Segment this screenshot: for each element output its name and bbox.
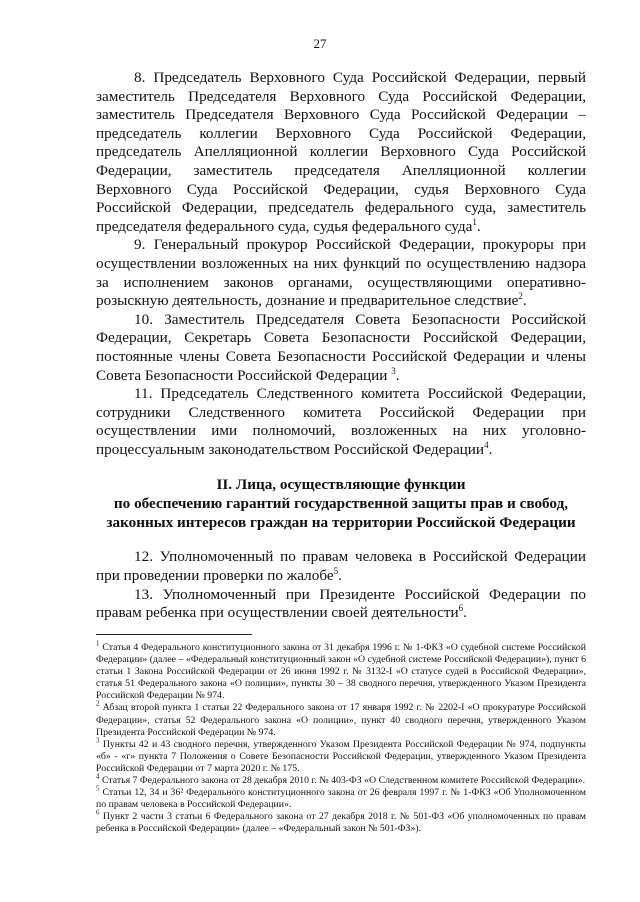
footnote: $^3$ Пункты 42 и 43 сводного перечня, утвержденного Указом Президента Российской Федерации № 974, подпункты «б» - «г» пункта 7 Положения о Совете Безопасности Российской Федерации, утвержденного Указом Президента Российской Федерации от 7 марта 2020 г. № 175. [96,736,586,774]
paragraph-12: 12. Уполномоченный по правам человека в Российской Федерации при проведении проверки по жалобе$^5$. [96,548,586,585]
paragraph-8: 8. Председатель Верховного Суда Российской Федерации, первый заместитель Председателя Верховного Суда Российской Федерации, заместитель Председателя Верховного Суда Российской Федерации – председатель коллегии Верховного Суда Российской Федерации, председатель Апелляционной коллегии Верховного Суда Российской Федерации, заместитель председателя Апелляционной коллегии Верховного Суда Российской Федерации, судья Верховного Суда Российской Федерации, председатель федерального суда, заместитель председателя федерального суда, судья федерального суда$^1$. [96,69,586,235]
footnote: $^5$ Статьи 12, 34 и 36² Федерального конституционного закона от 26 февраля 1997 г. № 1-ФКЗ «Об Уполномоченном по правам человека в Российской Федерации». [96,784,586,811]
section-heading-line: законных интересов граждан на территории Российской Федерации [106,514,576,532]
footnote-ref: 6 [458,603,464,614]
footnote-ref: 2 [518,291,523,302]
footnote: $^1$ Статья 4 Федерального конституционного закона от 31 декабря 1996 г. № 1-ФКЗ «О судебной системе Российской Федерации» (далее – «Федеральный конституционный закон «О судебной системе Российской Федерации»), пункт 6 статьи 1 Закона Российской Федерации от 26 июня 1992 г. № 3132-I «О статусе судей в Российской Федерации», статья 51 Федерального закона «О полиции», пункты 30 – 38 сводного перечня, утвержденного Указом Президента Российской Федерации № 974. [96,639,586,702]
section-heading [96,475,586,532]
footnote-ref: 3 [391,365,396,376]
footnote-ref: 1 [472,216,477,227]
paragraph-9: 9. Генеральный прокурор Российской Федерации, прокуроры при осуществлении возложенных на них функций по осуществлению надзора за исполнением законов органами, осуществляющими оперативно-розыскную деятельность, дознание и предварительное следствие$^2$. [96,236,586,310]
footnote: $^2$ Абзац второй пункта 1 статьи 22 Федерального закона от 17 января 1992 г. № 2202-I «О прокуратуре Российской Федерации», статья 52 Федерального закона «О полиции», пункт 40 сводного перечня, утвержденного Указом Президента Российской Федерации № 974. [96,700,586,738]
footnote: $^6$ Пункт 2 части 3 статьи 6 Федерального закона от 27 декабря 2018 г. № 501-ФЗ «Об уполномоченных по правам ребенка в Российской Федерации» (далее – «Федеральный закон № 501-ФЗ»). [96,809,586,835]
section-heading-line: по обеспечению гарантий государственной защиты прав и свобод, [113,495,569,513]
paragraph-13: 13. Уполномоченный при Президенте Российской Федерации по правам ребенка при осуществлении своей деятельности$^6$. [96,585,586,622]
footnote-ref: 5 [333,566,339,576]
footnote-divider [96,634,252,635]
paragraph-10: 10. Заместитель Председателя Совета Безопасности Российской Федерации, Секретарь Совета Безопасности Российской Федерации, постоянные члены Совета Безопасности Российской Федерации и члены Совета Безопасности Российской Федерации $^3$. [96,310,586,384]
paragraph-11: 11. Председатель Следственного комитета Российской Федерации, сотрудники Следственного комитета Российской Федерации при осуществлении ими полномочий, возложенных на них уголовно-процессуальным законодательством Российской Федерации$^4$. [96,385,586,458]
main-text [96,69,586,623]
section-heading-line: II. Лица, осуществляющие функции [216,476,466,494]
footnote-ref: 4 [484,439,489,450]
footnote: $^4$ Статья 7 Федерального закона от 28 декабря 2010 г. № 403-ФЗ «О Следственном комитете Российской Федерации». [96,772,586,787]
page-number: 27 [313,36,327,51]
footnotes [96,639,586,836]
